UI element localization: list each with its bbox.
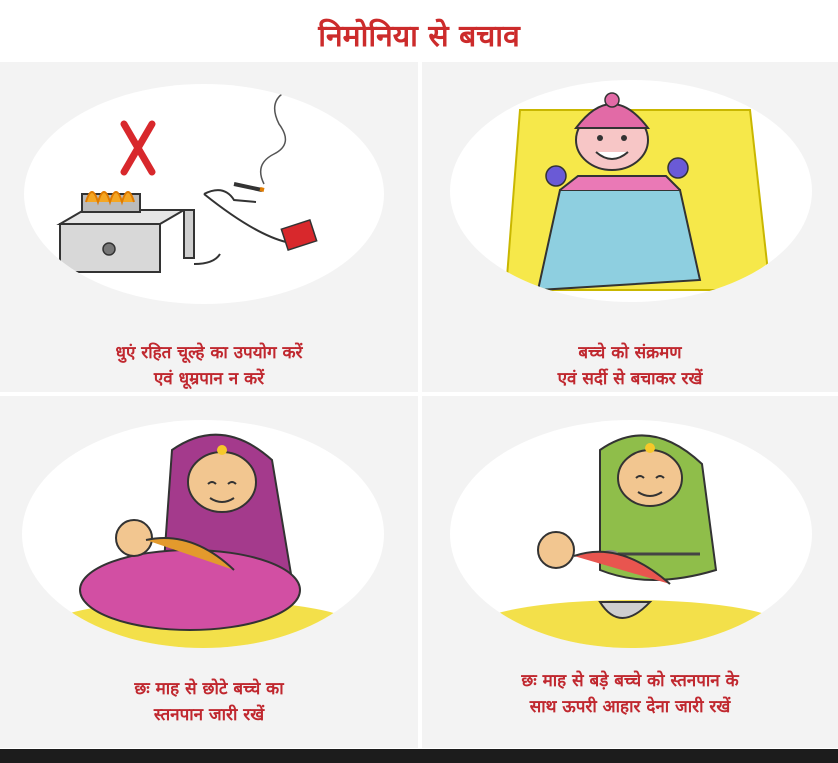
caption-line: बच्चे को संक्रमण <box>578 343 682 363</box>
blanket-icon <box>538 176 700 290</box>
footer-bar <box>0 749 838 763</box>
caption-line: एवं धूम्रपान न करें <box>153 369 265 389</box>
page-title: निमोनिया से बचाव <box>318 19 520 54</box>
caption-breastfeed <box>0 676 418 728</box>
caption-keep-warm <box>422 340 838 392</box>
caption-line: छः माह से छोटे बच्चे का <box>134 679 284 699</box>
caption-line: एवं सर्दी से बचाकर रखें <box>557 369 703 389</box>
gas-stove-icon <box>60 192 220 272</box>
lap-saree-icon <box>80 550 300 630</box>
smoking-hand-icon <box>204 94 317 250</box>
illustration-smoke-free-stove <box>24 84 384 304</box>
cross-mark-icon <box>124 124 152 172</box>
caption-complementary-feeding <box>422 668 838 720</box>
caption-line: साथ ऊपरी आहार देना जारी रखें <box>529 697 731 717</box>
caption-line: छः माह से बड़े बच्चे को स्तनपान के <box>521 671 739 691</box>
caption-line: स्तनपान जारी रखें <box>153 705 265 725</box>
illustration-complementary-feeding <box>450 420 812 648</box>
illustration-mother-breastfeeding <box>22 420 384 648</box>
caption-line: धुएं रहित चूल्हे का उपयोग करें <box>115 343 303 363</box>
caption-smoke-free <box>0 340 418 392</box>
baby-face-icon <box>576 93 648 170</box>
illustration-baby-warm-blanket <box>450 80 812 302</box>
